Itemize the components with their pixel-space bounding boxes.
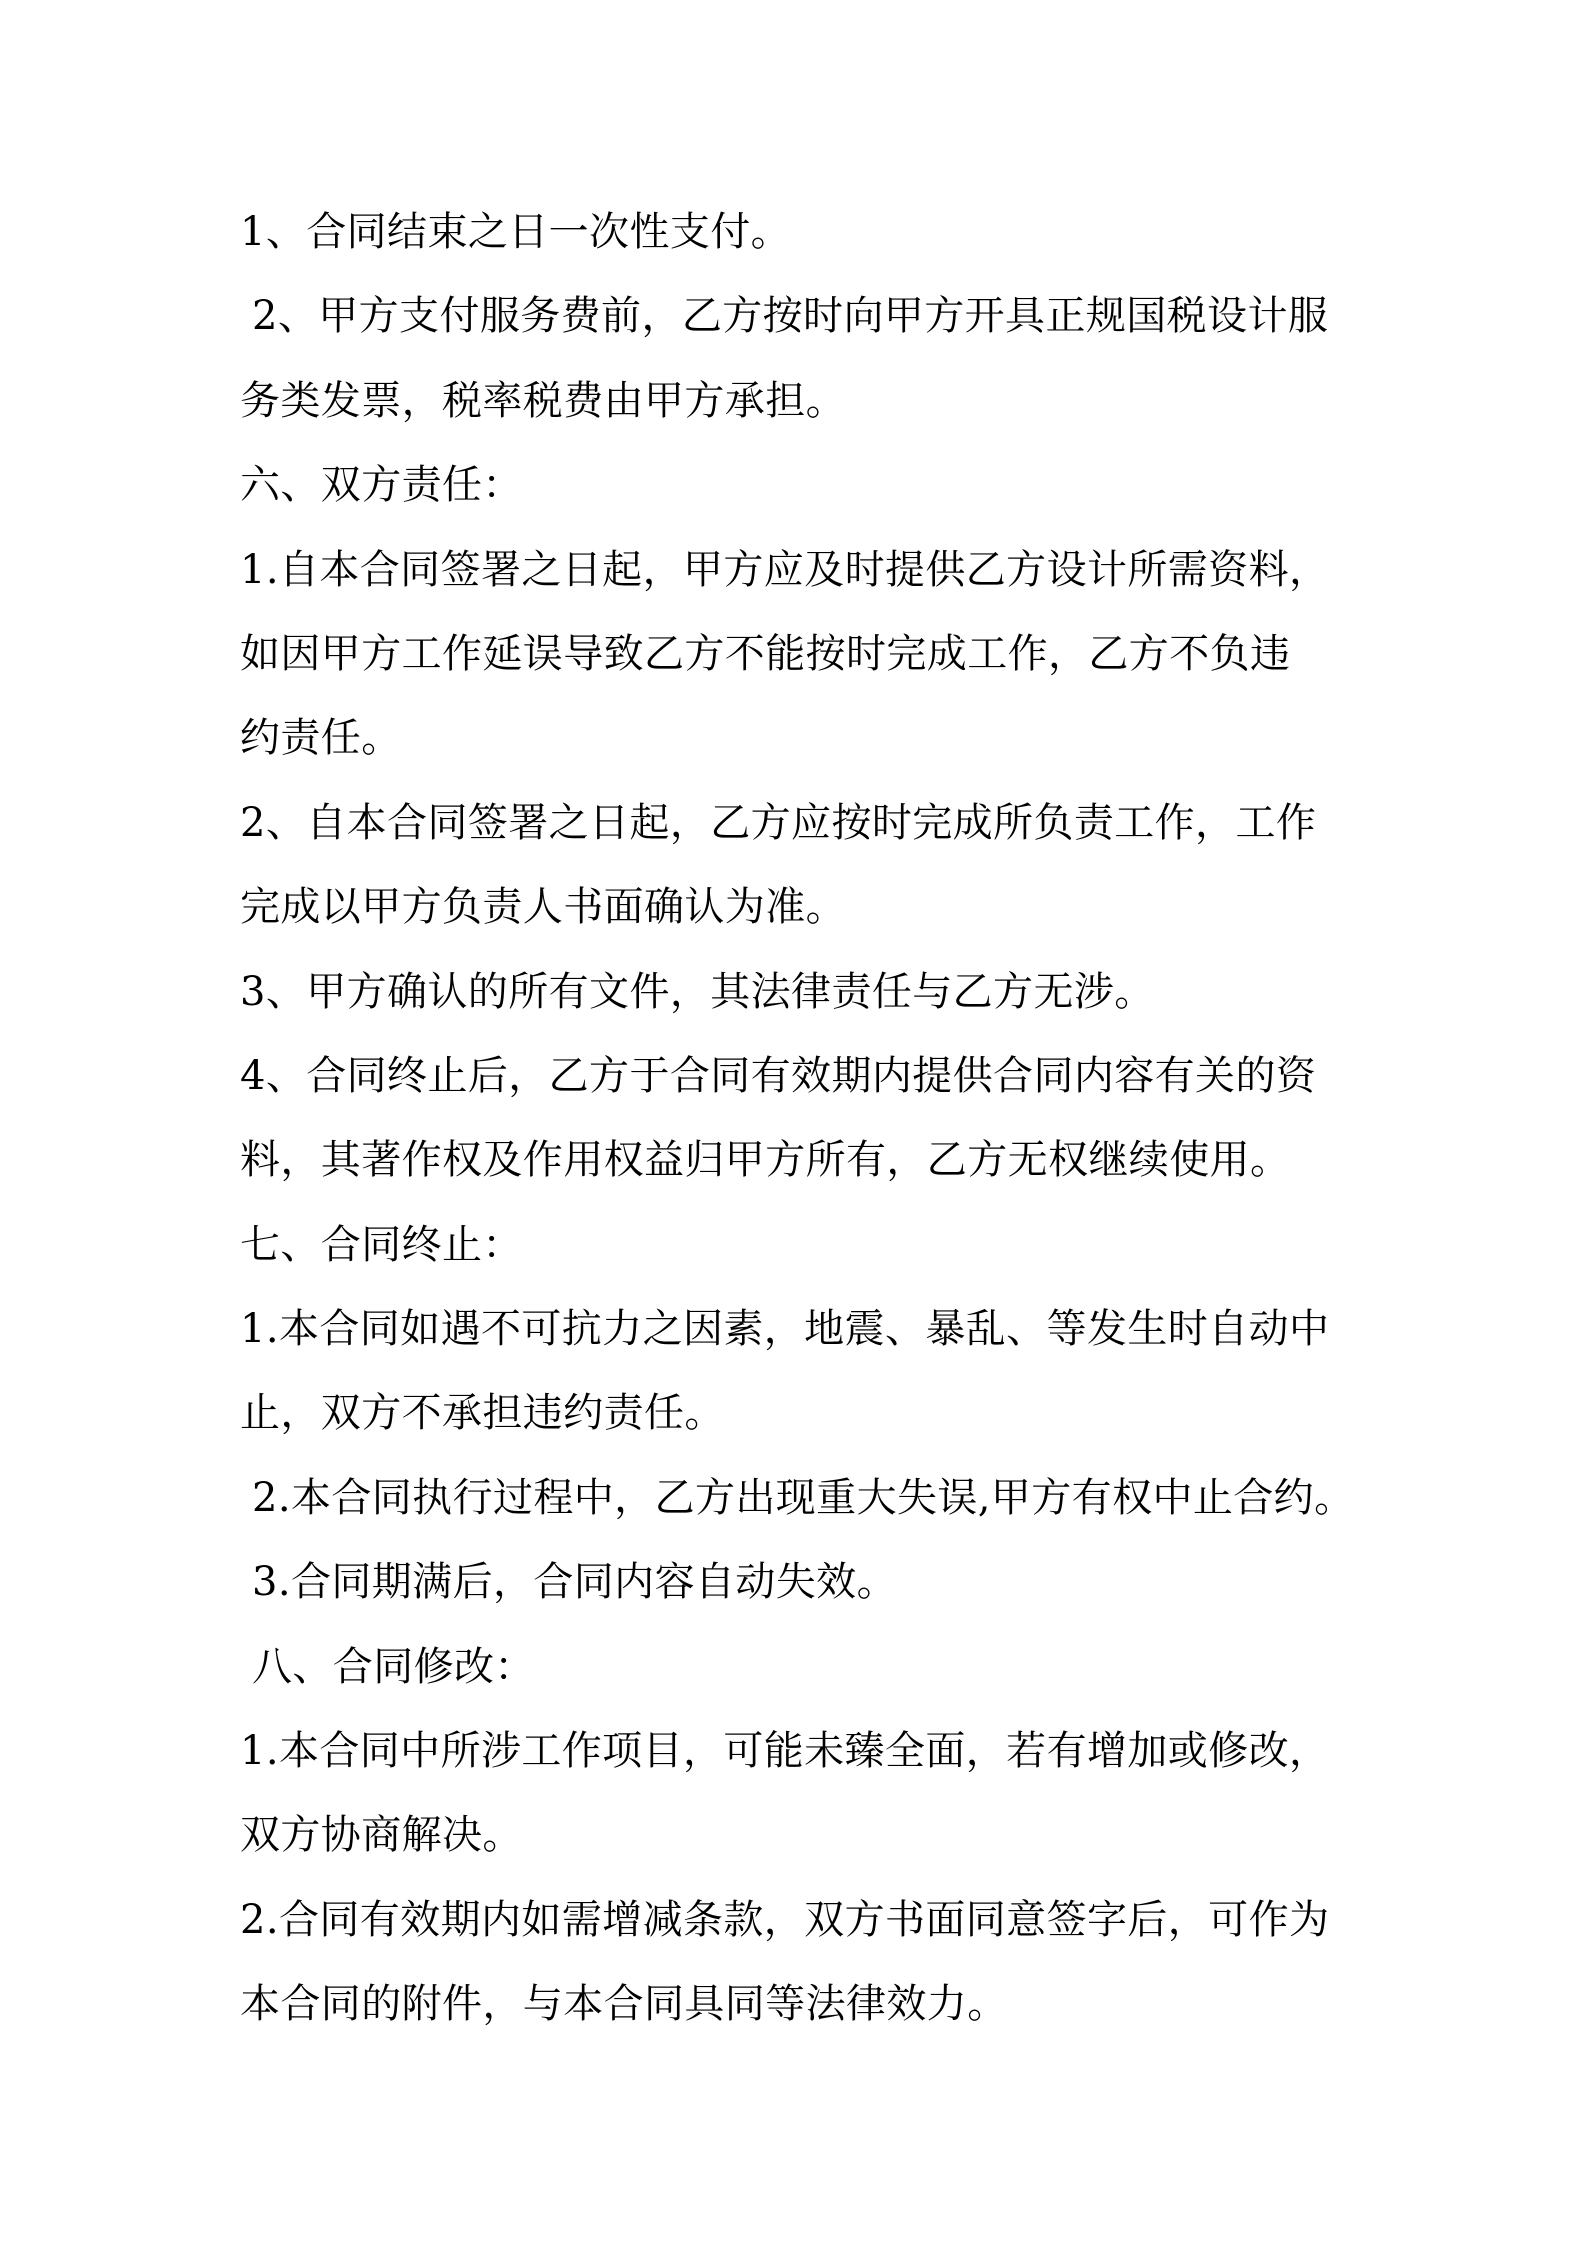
text-line: 双方协商解决。 bbox=[240, 1812, 523, 1859]
text-line: 1.本合同中所涉工作项目，可能未臻全面，若有增加或修改， bbox=[240, 1728, 1330, 1775]
text-line: 1、合同结束之日一次性支付。 bbox=[240, 209, 792, 255]
text-line: 如因甲方工作延误导致乙方不能按时完成工作，乙方不负违 bbox=[240, 630, 1291, 677]
text-line: 完成以甲方负责人书面确认为准。 bbox=[240, 884, 846, 931]
text-line: 2、甲方支付服务费前，乙方按时向甲方开具正规国税设计服 bbox=[252, 293, 1329, 340]
section-heading: 七、合同终止： bbox=[240, 1221, 523, 1268]
text-line: 务类发票，税率税费由甲方承担。 bbox=[240, 377, 846, 424]
text-line: 2.合同有效期内如需增减条款，双方书面同意签字后，可作为 bbox=[240, 1896, 1330, 1943]
text-line: 4、合同终止后，乙方于合同有效期内提供合同内容有关的资 bbox=[240, 1052, 1317, 1099]
text-line: 止，双方不承担违约责任。 bbox=[240, 1390, 725, 1437]
text-line: 约责任。 bbox=[240, 715, 402, 762]
text-line: 3、甲方确认的所有文件，其法律责任与乙方无涉。 bbox=[240, 968, 1155, 1015]
text-line: 本合同的附件，与本合同具同等法律效力。 bbox=[240, 1981, 1008, 2028]
section-heading: 八、合同修改： bbox=[252, 1643, 535, 1690]
text-line: 1.自本合同签署之日起，甲方应及时提供乙方设计所需资料， bbox=[240, 546, 1330, 593]
text-line: 3.合同期满后，合同内容自动失效。 bbox=[252, 1559, 897, 1606]
text-line: 料，其著作权及作用权益归甲方所有，乙方无权继续使用。 bbox=[240, 1137, 1291, 1184]
section-heading: 六、双方责任： bbox=[240, 462, 523, 509]
text-line: 1.本合同如遇不可抗力之因素，地震、暴乱、等发生时自动中 bbox=[240, 1306, 1330, 1353]
text-line: 2.本合同执行过程中，乙方出现重大失误,甲方有权中止合约。 bbox=[252, 1474, 1355, 1521]
contract-body bbox=[240, 190, 1360, 2047]
text-line: 2、自本合同签署之日起，乙方应按时完成所负责工作，工作 bbox=[240, 799, 1317, 846]
